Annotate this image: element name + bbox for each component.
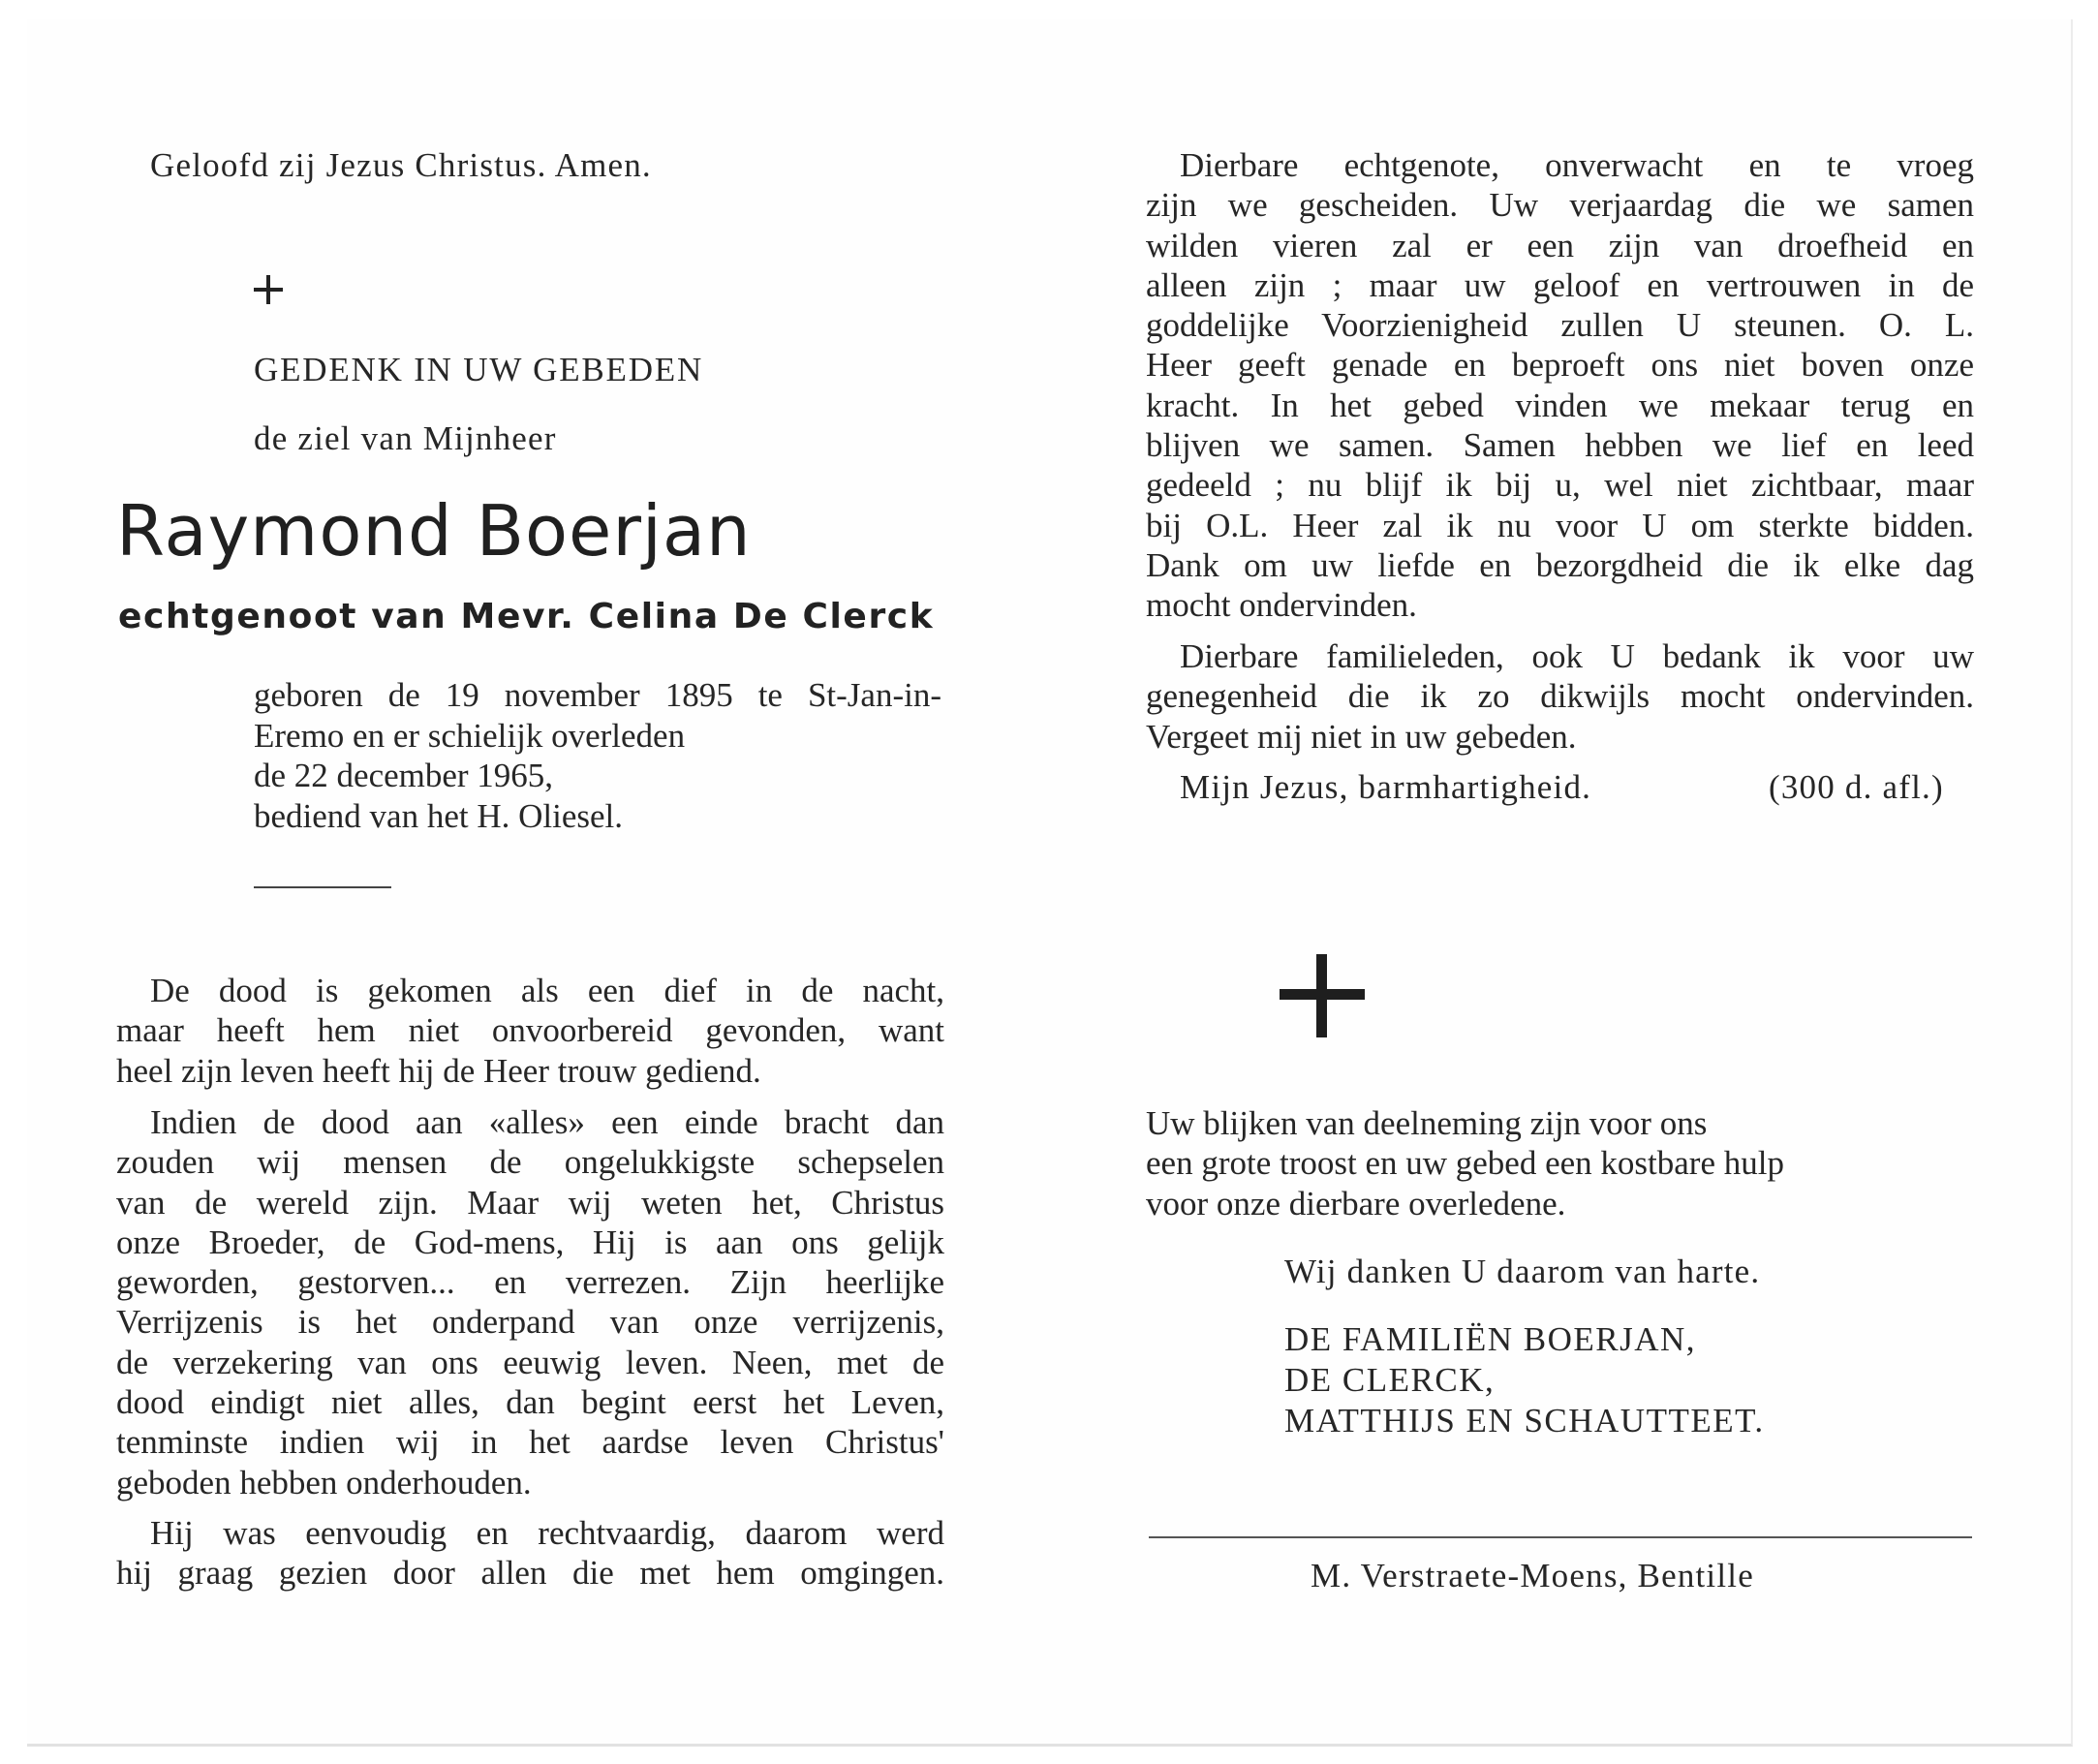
paragraph-death-thief <box>116 971 944 1091</box>
text-line: maar heeft hem niet onvoorbereid gevonden, want <box>116 1011 944 1050</box>
text-line: Verrijzenis is het onderpand van onze verrijzenis, <box>116 1303 944 1342</box>
text-line: geboden hebben onderhouden. <box>116 1463 532 1501</box>
text-line: goddelijke Voorzienigheid zullen U steunen. O. L. <box>1146 306 1974 345</box>
family-name: DE CLERCK, <box>1284 1361 1496 1399</box>
gedenk-heading: GEDENK IN UW GEBEDEN <box>254 351 704 388</box>
text-line: heel zijn leven heeft hij de Heer trouw gediend. <box>116 1051 761 1090</box>
text-line: de 22 december 1965, <box>254 757 554 794</box>
text-line: genegenheid die ik zo dikwijls mocht ondervinden. <box>1146 677 1974 716</box>
thanks-line: Wij danken U daarom van harte. <box>1284 1253 1761 1290</box>
divider <box>254 886 391 888</box>
text-line: bij O.L. Heer zal ik nu voor U om sterkte bidden. <box>1146 506 1974 544</box>
text-line: De dood is gekomen als een dief in de nacht, <box>150 972 944 1009</box>
condolence-thanks <box>1146 1103 2018 1223</box>
text-line: voor onze dierbare overledene. <box>1146 1184 1566 1222</box>
text-line: een grote troost en uw gebed een kostbare hulp <box>1146 1144 1784 1183</box>
text-line: kracht. In het gebed vinden we mekaar terug en <box>1146 386 1974 424</box>
paragraph-character <box>116 1513 944 1594</box>
text-line: gedeeld ; nu blijf ik bij u, wel niet zichtbaar, maar <box>1146 466 1974 505</box>
text-line: Heer geeft genade en beproeft ons niet boven onze <box>1146 346 1974 385</box>
text-line: Indien de dood aan «alles» een einde bracht dan <box>150 1103 944 1141</box>
text-line: onze Broeder, de God-mens, Hij is aan ons gelijk <box>116 1222 944 1261</box>
opening-prayer: Geloofd zij Jezus Christus. Amen. <box>150 146 652 184</box>
text-line: mocht ondervinden. <box>1146 586 1417 625</box>
text-line: Uw blijken van deelneming zijn voor ons <box>1146 1104 1708 1142</box>
text-line: blijven we samen. Samen hebben we lief en leed <box>1146 426 1974 465</box>
paragraph-family-thanks <box>1146 636 1974 757</box>
text-line: Eremo en er schielijk overleden <box>254 716 686 755</box>
divider <box>1149 1536 1972 1538</box>
text-line: bediend van het H. Oliesel. <box>254 796 624 835</box>
text-line: Dank om uw liefde en bezorgdheid die ik elke dag <box>1146 545 1974 584</box>
text-line: van de wereld zijn. Maar wij weten het, Christus <box>116 1183 944 1222</box>
text-line: Dierbare familieleden, ook U bedank ik voor uw <box>1180 637 1974 675</box>
indulgence-note: (300 d. afl.) <box>1769 768 1944 806</box>
paragraph-spouse-farewell <box>1146 145 1974 626</box>
text-line: alleen zijn ; maar uw geloof en vertrouwen in de <box>1146 265 1974 304</box>
printer-credit: M. Verstraete-Moens, Bentille <box>1311 1557 1754 1594</box>
text-line: zouden wij mensen de ongelukkigste schepselen <box>116 1143 944 1182</box>
text-line: geworden, gestorven... en verrezen. Zijn heerlijke <box>116 1263 944 1302</box>
cross-icon <box>254 275 283 304</box>
birth-death-details <box>254 675 941 836</box>
text-line: hij graag gezien door allen die met hem omgingen. <box>116 1554 944 1593</box>
family-name: DE FAMILIËN BOERJAN, <box>1284 1320 1697 1358</box>
cross-icon <box>1280 954 1365 1037</box>
text-line: dood eindigt niet alles, dan begint eerst het Leven, <box>116 1383 944 1422</box>
families-signature <box>1284 1319 1962 1441</box>
text-line: de verzekering van ons eeuwig leven. Neen, met de <box>116 1343 944 1381</box>
text-line: Dierbare echtgenote, onverwacht en te vroeg <box>1180 146 1974 184</box>
ziel-line: de ziel van Mijnheer <box>254 419 557 457</box>
family-name: MATTHIJS EN SCHAUTTEET. <box>1284 1402 1765 1439</box>
paragraph-resurrection <box>116 1102 944 1502</box>
spouse-line: echtgenoot van Mevr. Celina De Clerck <box>118 597 935 636</box>
ejaculatory-prayer: Mijn Jezus, barmhartigheid. <box>1180 768 1592 806</box>
deceased-name: Raymond Boerjan <box>116 490 752 572</box>
text-line: zijn we gescheiden. Uw verjaardag die we samen <box>1146 186 1974 225</box>
text-line: wilden vieren zal er een zijn van droefheid en <box>1146 226 1974 264</box>
text-line: geboren de 19 november 1895 te St-Jan-in- <box>254 676 941 714</box>
text-line: Vergeet mij niet in uw gebeden. <box>1146 717 1577 756</box>
text-line: tenminste indien wij in het aardse leven Christus' <box>116 1423 944 1462</box>
text-line: Hij was eenvoudig en rechtvaardig, daarom werd <box>150 1514 944 1552</box>
